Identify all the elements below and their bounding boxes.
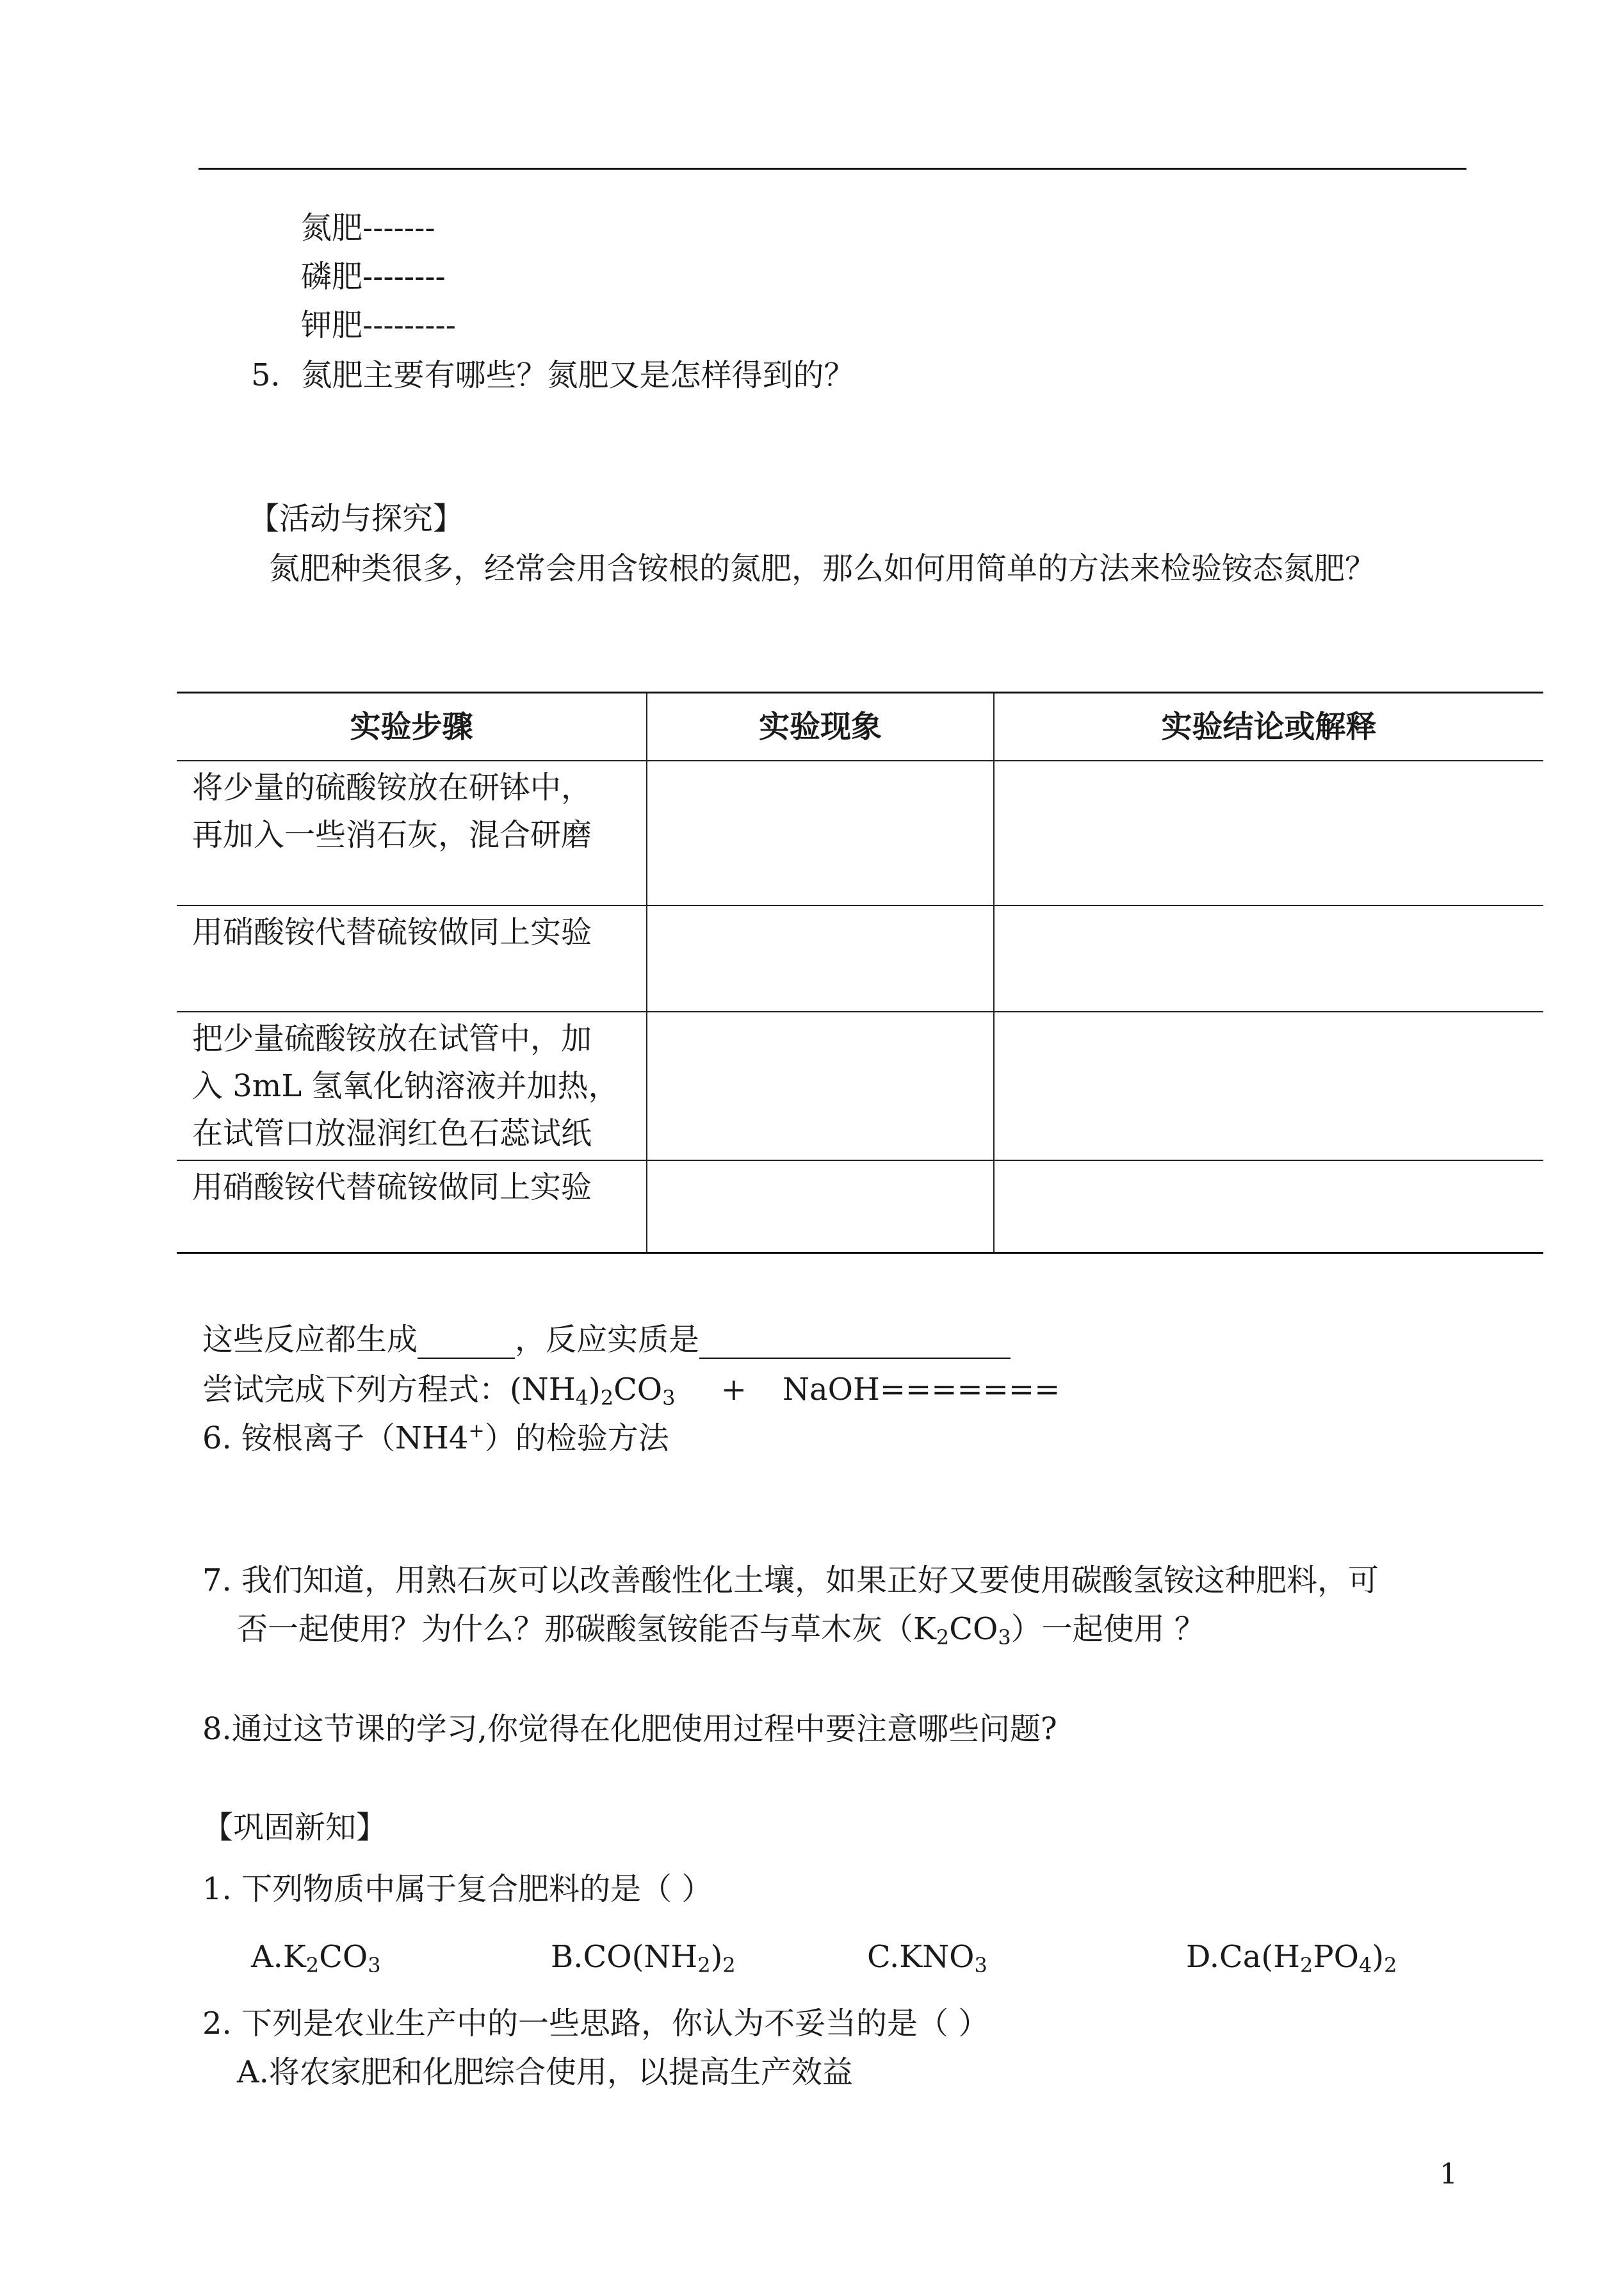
table-row — [177, 761, 1543, 905]
step-text: 把少量硫酸铵放在试管中，加 — [192, 1021, 592, 1057]
option-text: A.K — [251, 1939, 306, 1975]
phosphate-fertilizer-line: 磷肥-------- — [301, 259, 446, 295]
nitrogen-fertilizer-line: 氮肥------- — [301, 210, 435, 246]
reaction-summary-line — [202, 1320, 1011, 1359]
formula-subscript: 3 — [974, 1953, 987, 1977]
step-cell — [177, 905, 647, 1012]
header-conclusion: 实验结论或解释 — [994, 693, 1543, 761]
step-text: 在试管口放湿润红色石蕊试纸 — [192, 1115, 592, 1151]
table-row — [177, 905, 1543, 1012]
plus-sign: + — [720, 1372, 747, 1407]
step-text: 用硝酸铵代替硫铵做同上实验 — [192, 1169, 592, 1205]
option-text: CO — [319, 1939, 368, 1975]
formula-part: CO — [613, 1372, 663, 1407]
phenomenon-cell — [647, 905, 994, 1012]
table-row — [177, 1012, 1543, 1160]
mc-question-2: 2. 下列是农业生产中的一些思路，你认为不妥当的是（ ） — [202, 2006, 989, 2041]
option-text: D.Ca(H — [1186, 1939, 1300, 1975]
experiment-table — [177, 692, 1543, 1254]
option-text: PO — [1313, 1939, 1359, 1975]
equation-line — [202, 1370, 1060, 1409]
header-rule — [199, 168, 1466, 170]
step-text: 入 3mL 氢氧化钠溶液并加热， — [192, 1068, 619, 1104]
formula-subscript: 2 — [722, 1953, 736, 1977]
question-7-line-1: 7. 我们知道，用熟石灰可以改善酸性化土壤，如果正好又要使用碳酸氢铵这种肥料，可 — [202, 1562, 1379, 1598]
reaction-text-a: 这些反应都生成 — [202, 1322, 418, 1358]
formula-subscript: 2 — [1384, 1953, 1397, 1977]
formula-part: NaOH======= — [782, 1372, 1060, 1407]
mc1-option-a[interactable] — [251, 1938, 381, 1976]
question-text: CO — [949, 1611, 998, 1647]
activity-heading: 【活动与探究】 — [248, 501, 464, 537]
step-cell — [177, 761, 647, 905]
formula-superscript: + — [468, 1420, 485, 1442]
mc1-option-c[interactable] — [867, 1938, 987, 1976]
mc1-option-d[interactable] — [1186, 1938, 1397, 1976]
answer-blank[interactable] — [418, 1326, 515, 1359]
conclusion-cell — [994, 905, 1543, 1012]
formula-subscript: 4 — [575, 1386, 589, 1410]
consolidate-heading: 【巩固新知】 — [202, 1810, 387, 1845]
formula-subscript: 3 — [998, 1625, 1011, 1650]
formula-subscript: 2 — [697, 1953, 711, 1977]
formula-part: ) — [588, 1372, 601, 1407]
question-text: 否一起使用？为什么？那碳酸氢铵能否与草木灰（K — [237, 1611, 936, 1647]
phenomenon-cell — [647, 761, 994, 905]
option-text: ) — [1372, 1939, 1384, 1975]
question-6 — [202, 1419, 669, 1457]
question-8: 8.通过这节课的学习,你觉得在化肥使用过程中要注意哪些问题? — [202, 1711, 1057, 1747]
step-cell — [177, 1160, 647, 1253]
answer-blank[interactable] — [699, 1326, 1011, 1359]
option-text: ) — [710, 1939, 723, 1975]
header-phenomena: 实验现象 — [647, 693, 994, 761]
phenomenon-cell — [647, 1012, 994, 1160]
table-header-row — [177, 693, 1543, 761]
formula-subscript: 2 — [936, 1625, 950, 1650]
mc1-option-b[interactable] — [551, 1938, 736, 1976]
formula-part: (NH — [510, 1372, 576, 1407]
conclusion-cell — [994, 1012, 1543, 1160]
mc2-option-a[interactable]: A.将农家肥和化肥综合使用，以提高生产效益 — [237, 2054, 853, 2090]
equation-label: 尝试完成下列方程式： — [202, 1372, 510, 1407]
conclusion-cell — [994, 1160, 1543, 1253]
question-text: ）一起使用 ？ — [1011, 1611, 1205, 1647]
phenomenon-cell — [647, 1160, 994, 1253]
formula-subscript: 2 — [305, 1953, 320, 1977]
question-7-line-2 — [237, 1610, 1205, 1648]
formula-subscript: 4 — [1358, 1953, 1372, 1977]
conclusion-cell — [994, 761, 1543, 905]
option-text: B.CO(NH — [551, 1939, 698, 1975]
question-text: ）的检验方法 — [484, 1420, 669, 1456]
mc-question-1: 1. 下列物质中属于复合肥料的是（ ） — [202, 1871, 713, 1907]
page-number: 1 — [1440, 2158, 1458, 2191]
activity-intro: 氮肥种类很多，经常会用含铵根的氮肥，那么如何用简单的方法来检验铵态氮肥？ — [269, 551, 1376, 587]
table-row — [177, 1160, 1543, 1253]
formula-subscript: 2 — [1299, 1953, 1313, 1977]
step-text: 再加入一些消石灰，混合研磨 — [192, 817, 592, 853]
formula-subscript: 2 — [600, 1386, 614, 1410]
potash-fertilizer-line: 钾肥--------- — [301, 307, 456, 343]
formula-subscript: 3 — [368, 1953, 381, 1977]
question-5: 5．氮肥主要有哪些？氮肥又是怎样得到的？ — [251, 357, 855, 393]
header-steps: 实验步骤 — [177, 693, 647, 761]
option-text: C.KNO — [867, 1939, 975, 1975]
question-text: 6. 铵根离子（NH4 — [202, 1420, 469, 1456]
step-cell — [177, 1012, 647, 1160]
step-text: 用硝酸铵代替硫铵做同上实验 — [192, 914, 592, 950]
formula-subscript: 3 — [662, 1386, 676, 1410]
step-text: 将少量的硫酸铵放在研钵中， — [192, 770, 592, 806]
reaction-text-b: ，反应实质是 — [515, 1322, 700, 1358]
